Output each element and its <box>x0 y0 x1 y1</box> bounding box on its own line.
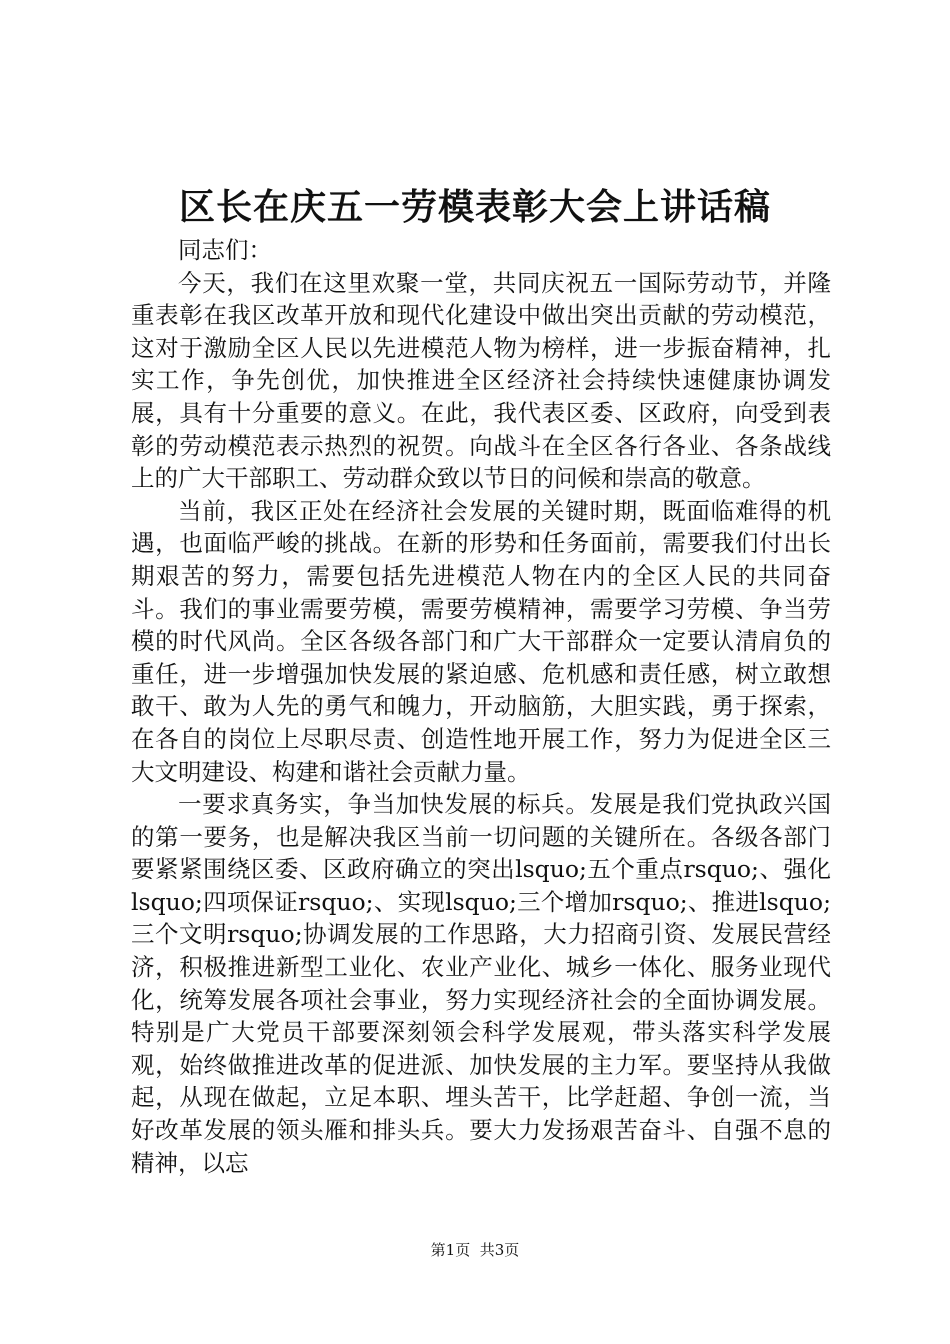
paragraph: 当前，我区正处在经济社会发展的关键时期，既面临难得的机遇，也面临严峻的挑战。在新的形势和任务面前，需要我们付出长期艰苦的努力，需要包括先进模范人物在内的全区人民的共同奋斗。我们的事业需要劳模，需要劳模精神，需要学习劳模、争当劳模的时代风尚。全区各级各部门和广大干部群众一定要认清肩负的重任，进一步增强加快发展的紧迫感、危机感和责任感，树立敢想敢干、敢为人先的勇气和魄力，开动脑筋，大胆实践，勇于探索，在各自的岗位上尽职尽责、创造性地开展工作，努力为促进全区三大文明建设、构建和谐社会贡献力量。 <box>131 496 831 786</box>
salutation: 同志们： <box>178 236 272 264</box>
page-total: 共3页 <box>479 1241 520 1259</box>
paragraph: 一要求真务实，争当加快发展的标兵。发展是我们党执政兴国的第一要务，也是解决我区当前一切问题的关键所在。各级各部门要紧紧围绕区委、区政府确立的突出lsquo;五个重点rsquo;、强化lsquo;四项保证rsquo;、实现lsquo;三个增加rsquo;、推进lsquo;三个文明rsquo;协调发展的工作思路，大力招商引资、发展民营经济，积极推进新型工业化、农业产业化、城乡一体化、服务业现代化，统筹发展各项社会事业，努力实现经济社会的全面协调发展。特别是广大党员干部要深刻领会科学发展观，带头落实科学发展观，始终做推进改革的促进派、加快发展的主力军。要坚持从我做起，从现在做起，立足本职、埋头苦干，比学赶超、争创一流，当好改革发展的领头雁和排头兵。要大力发扬艰苦奋斗、自强不息的精神，以忘 <box>131 790 831 1177</box>
document-body <box>131 234 831 1179</box>
page-footer <box>0 1240 950 1260</box>
document-title: 区长在庆五一劳模表彰大会上讲话稿 <box>178 186 771 228</box>
page-number: 第1页 <box>430 1241 471 1259</box>
paragraph: 今天，我们在这里欢聚一堂，共同庆祝五一国际劳动节，并隆重表彰在我区改革开放和现代化建设中做出突出贡献的劳动模范，这对于激励全区人民以先进模范人物为榜样，进一步振奋精神，扎实工作，争先创优，加快推进全区经济社会持续快速健康协调发展，具有十分重要的意义。在此，我代表区委、区政府，向受到表彰的劳动模范表示热烈的祝贺。向战斗在全区各行各业、各条战线上的广大干部职工、劳动群众致以节日的问候和崇高的敬意。 <box>131 268 831 493</box>
